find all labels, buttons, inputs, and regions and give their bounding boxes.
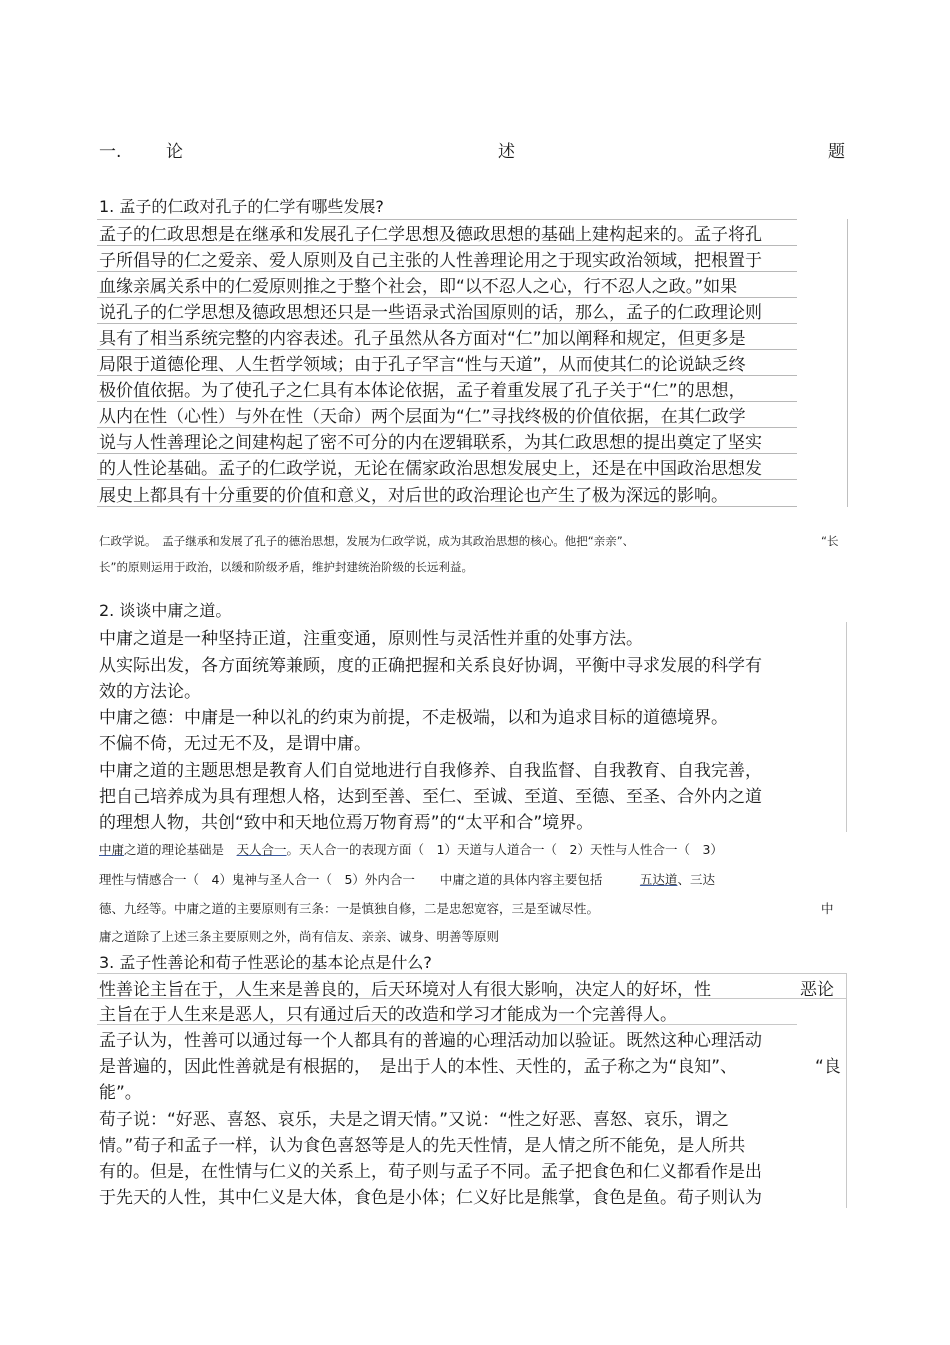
answer-2-line: 把自己培养成为具有理想人格，达到至善、至仁、至诚、至道、至德、至圣、合外内之道: [99, 787, 762, 807]
answer-1-line: 子所倡导的仁之爱亲、爱人原则及自己主张的人性善理论用之于现实政治领域，把根置于: [99, 251, 762, 271]
term-tianren-heyi: 天人合一: [236, 842, 287, 857]
answer-1-line: 说与人性善理论之间建构起了密不可分的内在逻辑联系，为其仁政思想的提出奠定了坚实: [99, 433, 762, 453]
section-title-char-1: 论: [166, 142, 183, 162]
answer-3-line: 有的。但是，在性情与仁义的关系上，荀子则与孟子不同。孟子把食色和仁义都看作是出: [99, 1162, 762, 1182]
answer-3-line: 荀子说：“好恶、喜怒、哀乐，夫是之谓天情。”又说：“性之好恶、喜怒、哀乐，谓之: [99, 1110, 729, 1130]
answer-2-box-edge: [846, 622, 847, 832]
note-1-line-end: “长: [821, 534, 839, 548]
answer-3-line: 于先天的人性，其中仁义是大体，食色是小体；仁义好比是熊掌，食色是鱼。荀子则认为: [99, 1188, 762, 1208]
answer-3-line-end: 恶论: [800, 980, 834, 1000]
answer-3-line: 情。”荀子和孟子一样，认为食色喜怒等是人的先天性情，是人情之所不能免，是人所共: [99, 1136, 746, 1156]
note-2-line: [99, 840, 723, 858]
answer-3-line: 主旨在于人生来是恶人，只有通过后天的改造和学习才能成为一个完善得人。: [99, 1005, 677, 1025]
question-1-title: 1. 孟子的仁政对孔子的仁学有哪些发展?: [99, 197, 384, 216]
term-zhongyong: 中庸: [99, 842, 125, 857]
answer-1-line: 血缘亲属关系中的仁爱原则推之于整个社会，即“以不忍人之心，行不忍人之政。”如果: [99, 277, 738, 297]
question-3-title: 3. 孟子性善论和荀子性恶论的基本论点是什么?: [99, 953, 432, 972]
rule: [97, 479, 797, 480]
note-1-line: 长”的原则运用于政治，以缓和阶级矛盾，维护封建统治阶级的长远利益。: [99, 560, 473, 574]
answer-3-line: 性善论主旨在于，人生来是善良的，后天环境对人有很大影响，决定人的好坏，性: [99, 980, 711, 1000]
answer-2-line: 的理想人物，共创“致中和天地位焉万物育焉”的“太平和合”境界。: [99, 813, 594, 833]
note-2-line: [99, 870, 715, 888]
answer-3-line: 是普遍的，因此性善就是有根据的， 是出于人的本性、天性的，孟子称之为“良知”、: [99, 1057, 738, 1077]
answer-2-line: 中庸之德：中庸是一种以礼的约束为前提，不走极端，以和为追求目标的道德境界。: [99, 708, 728, 728]
answer-1-line: 说孔子的仁学思想及德政思想还只是一些语录式治国原则的话，那么，孟子的仁政理论则: [99, 303, 762, 323]
section-title-char-3: 题: [828, 142, 845, 162]
section-title-char-2: 述: [498, 142, 515, 162]
term-wudadao: 五达道: [639, 872, 678, 887]
rule: [97, 506, 797, 507]
note-2-line: 庸之道除了上述三条主要原则之外，尚有信友、亲亲、诚身、明善等原则: [99, 929, 500, 944]
section-number: 一.: [99, 142, 122, 162]
question-2-title: 2. 谈谈中庸之道。: [99, 601, 232, 620]
answer-1-line: 具有了相当系统完整的内容表述。孔子虽然从各方面对“仁”加以阐释和规定，但更多是: [99, 329, 746, 349]
note-2-line: 德、九经等。中庸之道的主要原则有三条：一是慎独自修，二是忠恕宽容，三是至诚尽性。: [99, 901, 600, 916]
note-text: 理性与情感合一（ 4）鬼神与圣人合一（ 5）外内合一 中庸之道的具体内容主要包括: [99, 872, 640, 887]
note-text: 之道的理论基础是: [124, 842, 237, 857]
answer-2-line: 从实际出发，各方面统筹兼顾，度的正确把握和关系良好协调，平衡中寻求发展的科学有: [99, 656, 762, 676]
answer-1-line: 极价值依据。为了使孔子之仁具有本体论依据，孟子着重发展了孔子关于“仁”的思想，: [99, 381, 746, 401]
answer-1-line: 孟子的仁政思想是在继承和发展孔子仁学思想及德政思想的基础上建构起来的。孟子将孔: [99, 225, 762, 245]
answer-3-line-end: “良: [815, 1057, 841, 1077]
answer-1-line: 的人性论基础。孟子的仁政学说，无论在儒家政治思想发展史上，还是在中国政治思想发: [99, 459, 762, 479]
rule: [97, 973, 847, 974]
note-2-line-end: 中: [821, 901, 834, 916]
answer-1-line: 展史上都具有十分重要的价值和意义，对后世的政治理论也产生了极为深远的影响。: [99, 486, 728, 506]
answer-2-line: 效的方法论。: [99, 682, 201, 702]
note-text: 。天人合一的表现方面（ 1）天道与人道合一（ 2）天性与人性合一（ 3）: [286, 842, 723, 857]
answer-1-line: 从内在性（心性）与外在性（天命）两个层面为“仁”寻找终极的价值依据，在其仁政学: [99, 407, 746, 427]
note-1-line: 仁政学说。 孟子继承和发展了孔子的德治思想，发展为仁政学说，成为其政治思想的核心。他把“亲亲”、: [99, 534, 635, 548]
answer-2-line: 中庸之道是一种坚持正道，注重变通，原则性与灵活性并重的处事方法。: [99, 629, 643, 649]
answer-3-box-edge: [846, 973, 847, 1208]
answer-2-line: 不偏不倚，无过无不及，是谓中庸。: [99, 734, 371, 754]
answer-3-line: 孟子认为，性善可以通过每一个人都具有的普遍的心理活动加以验证。既然这种心理活动: [99, 1031, 762, 1051]
answer-1-line: 局限于道德伦理、人生哲学领域；由于孔子罕言“性与天道”，从而使其仁的论说缺乏终: [99, 355, 746, 375]
answer-2-line: 中庸之道的主题思想是教育人们自觉地进行自我修养、自我监督、自我教育、自我完善，: [99, 761, 762, 781]
answer-3-line: 能”。: [99, 1083, 142, 1103]
note-text: 、三达: [677, 872, 715, 887]
